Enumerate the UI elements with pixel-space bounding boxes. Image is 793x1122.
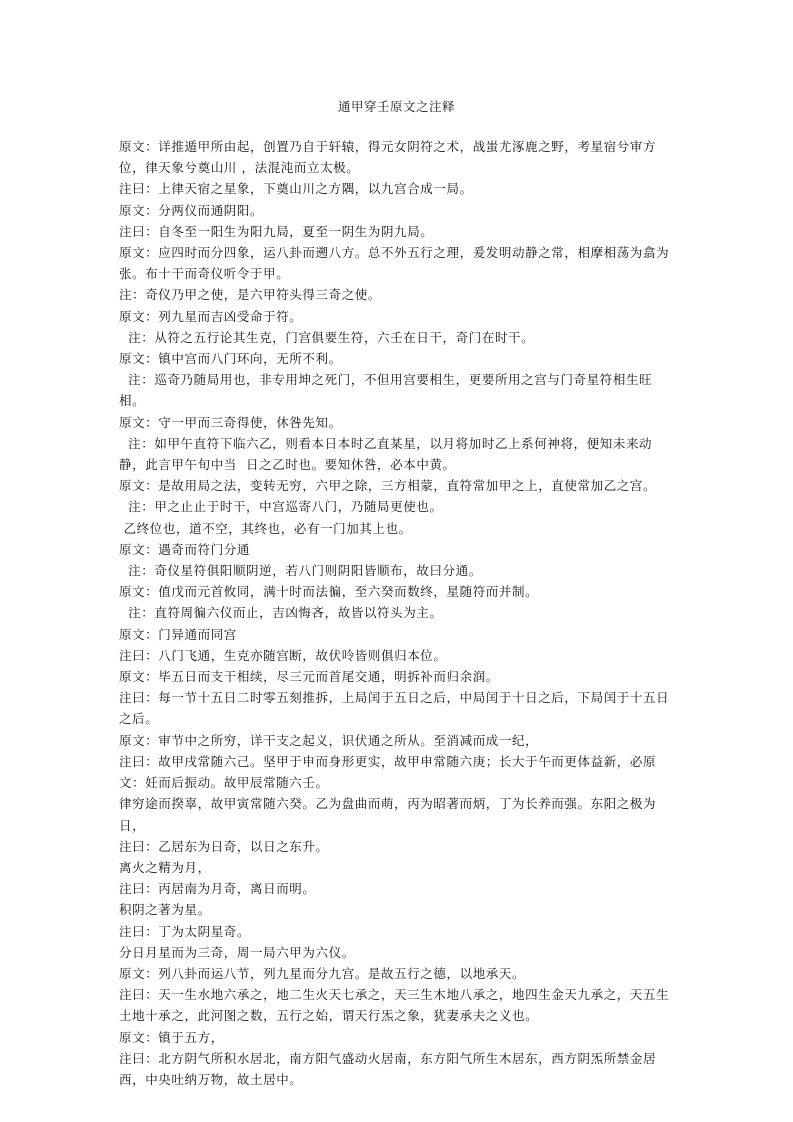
paragraph: 注曰：乙居东为日奇，以日之东升。 (119, 838, 329, 854)
paragraph: 原文：分两仪而通阴阳。 (119, 202, 264, 218)
paragraph: 注曰：每一节十五日二时零五刻推拆，上局闰于五日之后，中局闰于十日之后，下局闰于十五日之后。 (119, 690, 670, 727)
paragraph: 分日月星而为三奇，周一局六甲为六仪。 (119, 944, 355, 960)
paragraph: 注：甲之止止于时干，中宫巡寄八门，乃随局更使也。 (119, 499, 443, 515)
paragraph: 注：如甲午直符下临六乙，则看本日本时乙直某星，以月将加时乙上系何神将，便知未来动静，此言甲午旬中当 日之乙时也。要知休咎，必本中黄。 (119, 435, 653, 473)
paragraph: 原文：列九星而吉凶受命于符。 (119, 308, 303, 324)
paragraph: 原文：值戊而元首攸同，满十时而法徧，至六癸而数终，星随符而并制。 (119, 584, 539, 600)
paragraph: 原文：守一甲而三奇得使，休咎先知。 (119, 414, 342, 430)
paragraph: 原文：镇中宫而八门环向，无所不利。 (119, 351, 342, 367)
paragraph: 原文：是故用局之法，变转无穷，六甲之除，三方相蒙，直符常加甲之上，直使常加乙之宫。 (119, 478, 657, 494)
paragraph: 律穷途而揆辜，故甲寅常随六癸。乙为盘曲而萌，丙为昭著而炳，丁为长养而强。东阳之极为日， (119, 796, 657, 833)
paragraph: 注曰：天一生水地六承之，地二生火天七承之，天三生木地八承之，地四生金天九承之，天五生土地十承之，此河图之数，五行之始，谓天行炁之象，犹妻承夫之义也。 (119, 987, 670, 1024)
paragraph: 离火之精为月， (119, 859, 211, 875)
paragraph: 注：从符之五行论其生克，门宫俱要生符，六壬在日干，奇门在时干。 (119, 329, 535, 345)
paragraph: 原文：审节中之所穷，详干支之起义，识伏通之所从。至消减而成一纪， (119, 732, 539, 748)
paragraph: 原文：镇于五方， (119, 1029, 224, 1045)
document-body (119, 136, 675, 1090)
paragraph: 原文：详推遁甲所由起，创置乃自于轩辕，得元女阴符之术，战蚩尤涿鹿之野，考星宿兮审方位，律天象兮奠山川 ，法混沌而立太极。 (119, 139, 657, 176)
paragraph: 原文：门异通而同宫 (119, 626, 237, 642)
paragraph: 注：巡奇乃随局用也，非专用坤之死门，不但用宫要相生，更要所用之宫与门奇星符相生旺相。 (119, 372, 653, 409)
paragraph: 原文：列八卦而运八节，列九星而分九宫。是故五行之德，以地承天。 (119, 965, 526, 981)
paragraph: 注：奇仪星符俱阳顺阴逆，若八门则阴阳皆顺布，故曰分通。 (119, 563, 482, 579)
paragraph: 原文：遇奇而符门分通 (119, 541, 251, 557)
paragraph: 注曰：故甲戌常随六己。坚甲于申而身形更实，故甲申常随六庚；长大于午而更体益新，必原文：妊而后振动。故甲辰常随六壬。 (119, 753, 657, 791)
paragraph: 积阴之著为星。 (119, 902, 211, 918)
paragraph: 注曰：北方阴气所积水居北，南方阳气盛动火居南，东方阳气所生木居东，西方阴炁所禁金居西，中央吐纳万物，故土居中。 (119, 1050, 657, 1087)
paragraph: 注曰：自冬至一阳生为阳九局，夏至一阴生为阴九局。 (119, 223, 434, 239)
paragraph: 原文：毕五日而支干相续，尽三元而首尾交通，明拆补而归余润。 (119, 669, 499, 685)
page-title: 通甲穿壬原文之注释 (337, 99, 455, 114)
paragraph: 注曰：丙居南为月奇，离日而明。 (119, 881, 316, 897)
paragraph: 乙终位也，道不空，其终也，必有一门加其上也。 (119, 520, 412, 536)
paragraph: 注：直符周徧六仪而止，吉凶悔吝，故皆以符头为主。 (119, 605, 443, 621)
paragraph: 注曰：上律天宿之星象，下奠山川之方隅，以九宫合成一局。 (119, 181, 473, 197)
paragraph: 注曰：八门飞通，生克亦随宫断，故伏呤皆则俱归本位。 (119, 647, 447, 663)
paragraph: 原文：应四时而分四象，运八卦而遡八方。总不外五行之理，爰发明动静之常，相摩相荡为翕为张。布十干而奇仪听令于甲。 (119, 245, 670, 282)
paragraph: 注：奇仪乃甲之使，是六甲符头得三奇之使。 (119, 287, 382, 303)
paragraph: 注曰：丁为太阴星奇。 (119, 923, 251, 939)
